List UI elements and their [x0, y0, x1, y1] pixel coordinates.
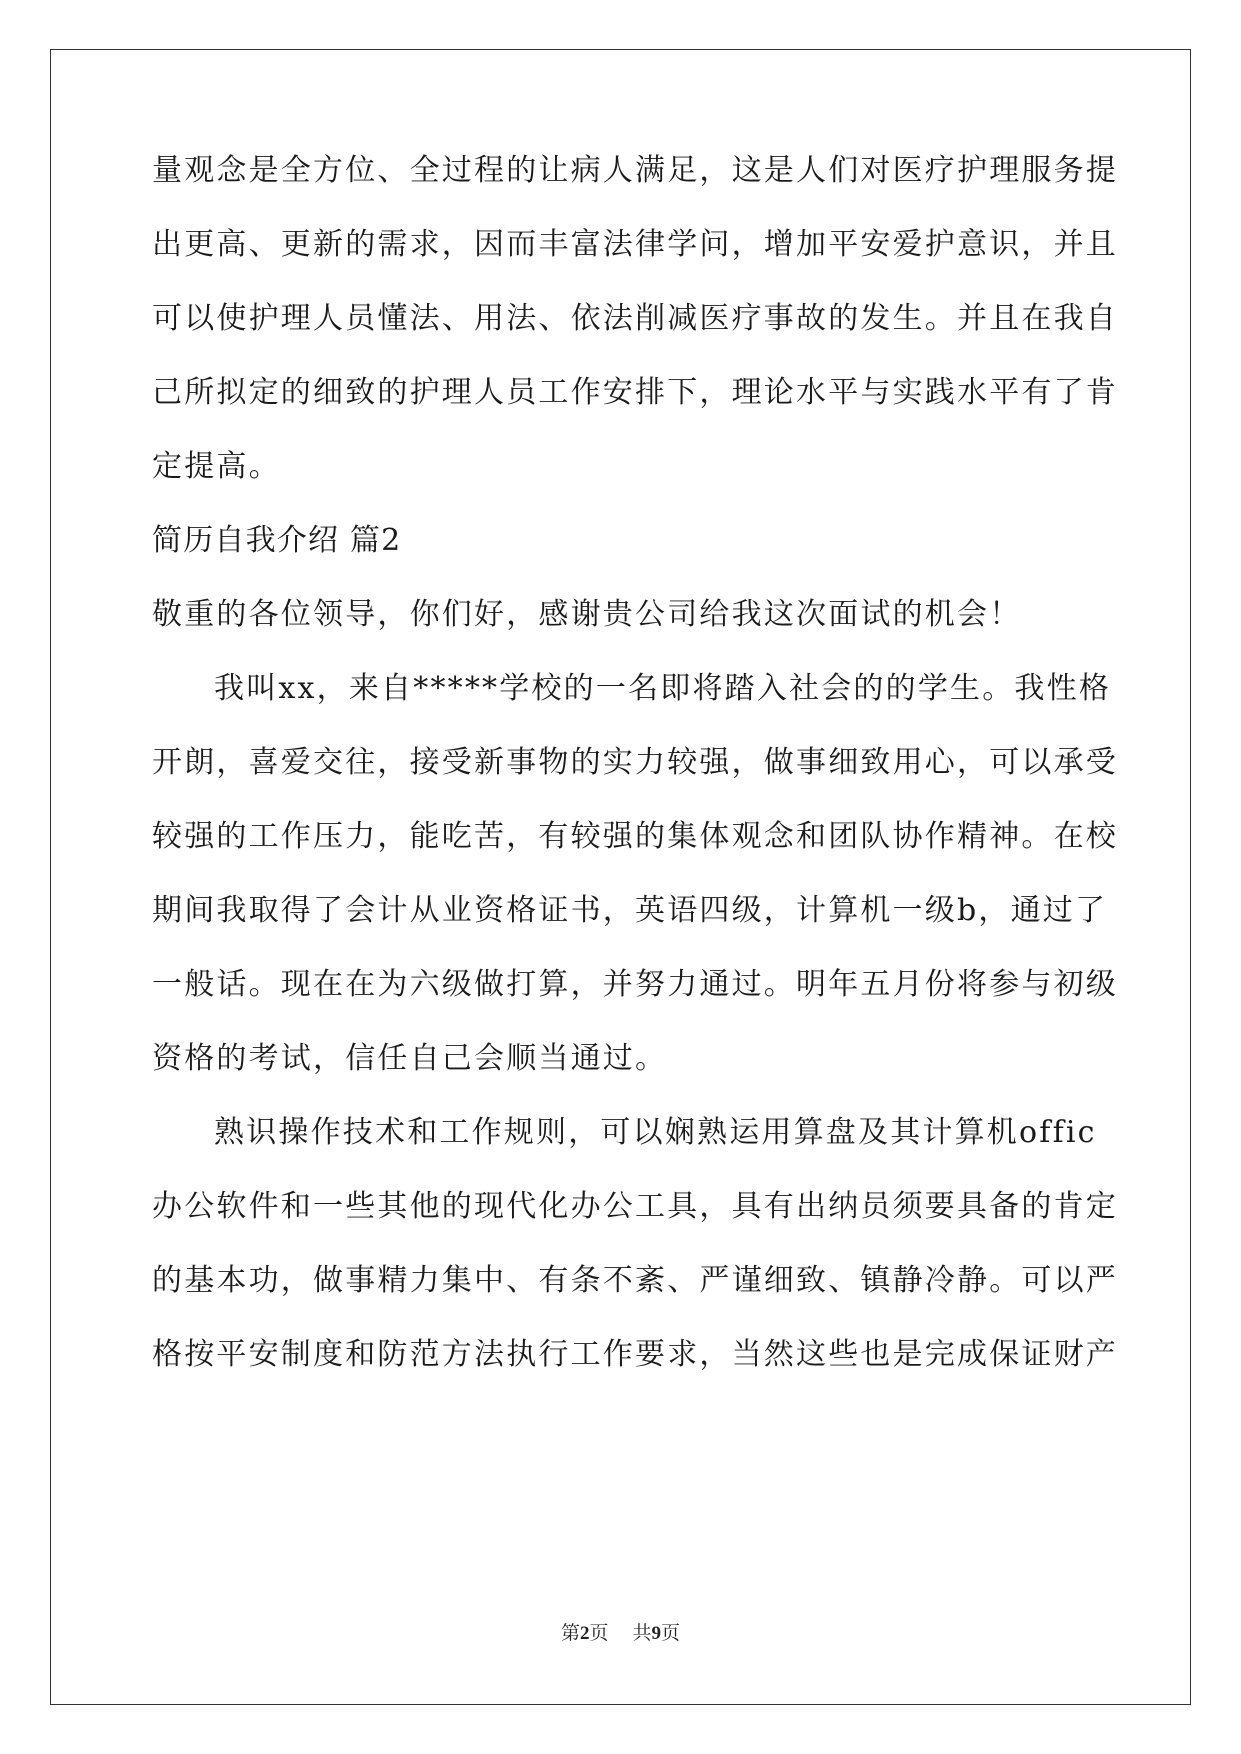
section-heading: 简历自我介绍 篇2 [152, 523, 402, 558]
paragraph-line: 资格的考试，信任自己会顺当通过。 [152, 1041, 668, 1076]
paragraph-line: 己所拟定的细致的护理人员工作安排下，理论水平与实践水平有了肯 [152, 375, 1118, 410]
paragraph-line: 熟识操作技术和工作规则，可以娴熟运用算盘及其计算机offic [214, 1115, 1097, 1150]
paragraph-line: 可以使护理人员懂法、用法、依法削减医疗事故的发生。并且在我自 [152, 301, 1118, 336]
total-prefix: 共 [632, 1622, 652, 1644]
paragraph-line: 办公软件和一些其他的现代化办公工具，具有出纳员须要具备的肯定 [152, 1189, 1118, 1224]
paragraph-line: 较强的工作压力，能吃苦，有较强的集体观念和团队协作精神。在校 [152, 819, 1118, 854]
paragraph-line: 我叫xx，来自*****学校的一名即将踏入社会的的学生。我性格 [214, 671, 1112, 706]
paragraph-line: 一般话。现在在为六级做打算，并努力通过。明年五月份将参与初级 [152, 967, 1118, 1002]
page-total: 9 [651, 1623, 662, 1644]
page-unit: 页 [589, 1622, 609, 1644]
greeting-line: 敬重的各位领导，你们好，感谢贵公司给我这次面试的机会！ [152, 597, 1022, 632]
paragraph-line: 出更高、更新的需求，因而丰富法律学问，增加平安爱护意识，并且 [152, 227, 1118, 262]
page-prefix: 第 [560, 1622, 580, 1644]
paragraph-line: 开朗，喜爱交往，接受新事物的实力较强，做事细致用心，可以承受 [152, 745, 1118, 780]
total-unit: 页 [661, 1622, 681, 1644]
paragraph-line: 格按平安制度和防范方法执行工作要求，当然这些也是完成保证财产 [152, 1337, 1118, 1372]
paragraph-line: 的基本功，做事精力集中、有条不紊、严谨细致、镇静冷静。可以严 [152, 1263, 1118, 1298]
paragraph-line: 定提高。 [152, 449, 281, 484]
page-border [50, 49, 1191, 1705]
page-current: 2 [579, 1623, 590, 1644]
page-footer [0, 1621, 1241, 1646]
paragraph-line: 期间我取得了会计从业资格证书，英语四级，计算机一级b，通过了 [152, 893, 1108, 928]
paragraph-line: 量观念是全方位、全过程的让病人满足，这是人们对医疗护理服务提 [152, 153, 1118, 188]
